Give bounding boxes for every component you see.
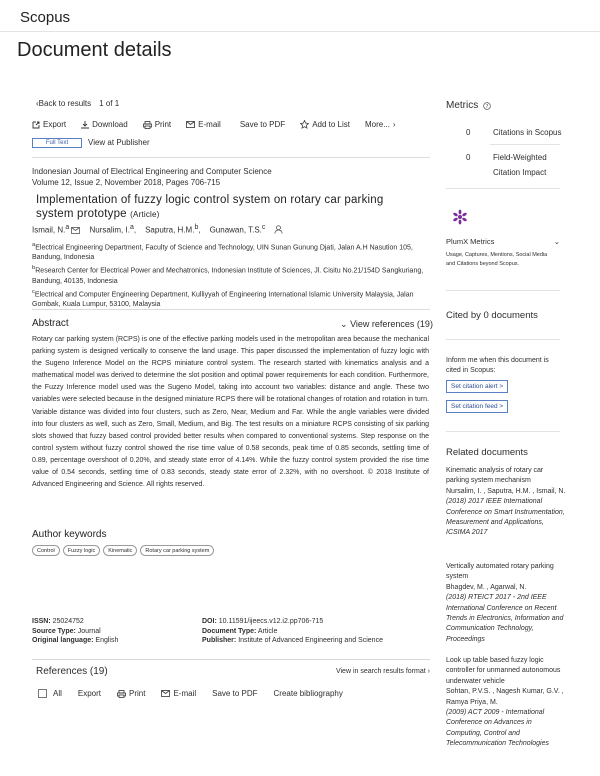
doi: DOI: 10.11591/ijeecs.v12.i2.pp706-715 bbox=[202, 618, 324, 625]
affiliations bbox=[32, 240, 427, 310]
plumx-logo-icon bbox=[452, 209, 468, 225]
divider bbox=[32, 659, 430, 660]
references-save-pdf-button[interactable]: Save to PDF bbox=[212, 689, 258, 699]
export-button[interactable]: Export bbox=[32, 120, 66, 129]
references-heading: References (19) bbox=[36, 666, 108, 677]
email-icon bbox=[71, 227, 80, 234]
references-toolbar bbox=[38, 689, 343, 698]
author-link[interactable]: Gunawan, T.S.$^c$ bbox=[209, 224, 266, 235]
back-nav bbox=[36, 99, 119, 108]
author-link[interactable]: Saputra, H.M.$^b$, bbox=[145, 224, 201, 235]
author-link[interactable]: Ismail, N.$^a$ bbox=[32, 224, 80, 235]
more-menu-button[interactable]: More... › bbox=[365, 120, 396, 129]
related-document-item bbox=[446, 656, 566, 750]
chevron-right-icon: › bbox=[392, 120, 396, 129]
export-icon bbox=[32, 121, 40, 129]
select-all-checkbox[interactable]: All bbox=[38, 689, 62, 698]
source-type: Source Type: Journal bbox=[32, 627, 101, 635]
cited-by-heading: Cited by 0 documents bbox=[446, 310, 538, 321]
divider bbox=[32, 309, 430, 310]
keyword-chip[interactable]: Fuzzy logic bbox=[63, 545, 101, 556]
related-document-source: (2009) ACT 2009 - International Conference on Advances in Computing, Control and Telecommunication Technologies bbox=[446, 709, 549, 748]
citation-inform-text: Inform me when this document is cited in Scopus: bbox=[446, 357, 549, 374]
scopus-logo[interactable]: Scopus bbox=[20, 9, 71, 26]
affiliation-item: $^b$Research Center for Electrical Power and Mechatronics, Indonesian Institute of Sciences, Jl. Cisitu No.21/154D Sangkuriang, Bandung, 40135, Indonesia bbox=[32, 265, 424, 285]
author-link[interactable]: Nursalim, I.$^a$, bbox=[89, 224, 137, 235]
email-button[interactable]: E-mail bbox=[186, 120, 221, 129]
email-icon bbox=[186, 121, 195, 128]
chevron-down-icon: ⌄ bbox=[553, 237, 560, 246]
full-text-button[interactable]: Full Text bbox=[32, 138, 82, 148]
plumx-description: Usage, Captures, Mentions, Social Media and Citations beyond Scopus. bbox=[446, 252, 548, 267]
related-document-title[interactable]: Kinematic analysis of rotary car parking system mechanism bbox=[446, 467, 544, 485]
star-icon bbox=[300, 120, 309, 129]
abstract-text: Rotary car parking system (RCPS) is one of the effective parking models used in the metropolitan area because the mechanical parking system is designed vertically to conserve the land usage. This paper discussed the implementation of fuzzy logic with the Sugeno Inference Model on the RCPS miniature control system. The research started with kinematics analysis and a mathematical model was derived to determine the slot position and optimal power requirements for each condition. Furthermore, the Fuzzy Inference model used was the Sugeno Model, taking into account two variables: distance and angle. These two variables were selected because in the designed miniature RCPS there will be rotational changes of rotation and rotation in turn. Variable distance was divided into four clusters, such as Zero, Near, Medium and Far. While the angle variables were divided into four clusters as well, such as Zero, Small, Medium, and Big. The test results on a miniature RCPS consisting of six parking slots showed that fuzzy based control provided better results when compared to conventional systems. Step response on the control system without fuzzy control showed the rise time value of 0.58 seconds, peak time of 0.85 seconds, settling time of 0.89, percentage overshoot of 0.20%, and steady state error of 4.14%. While the fuzzy control system provided the rise time value of 0.54 seconds, settling time of 0.83 seconds, steady state error of 2.32%, with no overshoot. © 2018 Institute of Advanced Engineering and Science. All rights reserved. bbox=[32, 336, 429, 489]
affiliation-item: $^a$Electrical Engineering Department, Faculty of Science and Technology, UIN Sunan Gunung Djati, Jalan A.H Nasution 105, Bandung, Indonesia bbox=[32, 242, 413, 262]
back-to-results-link[interactable]: ‹Back to results bbox=[36, 99, 92, 108]
related-document-title[interactable]: Vertically automated rotary parking system bbox=[446, 563, 554, 581]
article-title bbox=[36, 193, 416, 222]
header-divider bbox=[0, 31, 600, 32]
download-button[interactable]: Download bbox=[81, 120, 128, 129]
view-references-link[interactable]: ⌄ View references (19) bbox=[340, 319, 433, 329]
publisher: Publisher: Institute of Advanced Engineering and Science bbox=[202, 637, 383, 644]
print-icon bbox=[117, 690, 126, 698]
document-type: Document Type: Article bbox=[202, 627, 278, 635]
add-to-list-button[interactable]: Add to List bbox=[300, 120, 350, 129]
result-pager: 1 of 1 bbox=[99, 99, 120, 108]
email-icon bbox=[161, 690, 170, 697]
print-icon bbox=[143, 121, 152, 129]
view-at-publisher-link[interactable]: View at Publisher bbox=[88, 138, 150, 147]
related-document-authors: Sohtan, P.V.S. , Nagesh Kumar, G.V. , Ramya Priya, M. bbox=[446, 688, 564, 706]
abstract-heading: Abstract bbox=[32, 318, 69, 329]
chevron-down-icon: ⌄ bbox=[340, 319, 348, 329]
original-language: Original language: English bbox=[32, 637, 119, 644]
related-documents-heading: Related documents bbox=[446, 447, 528, 458]
save-to-pdf-button[interactable]: Save to PDF bbox=[239, 120, 286, 129]
journal-link[interactable]: Indonesian Journal of Electrical Engineering and Computer Science bbox=[32, 167, 272, 176]
volume-info: Volume 12, Issue 2, November 2018, Pages 706-715 bbox=[32, 178, 221, 187]
download-icon bbox=[81, 121, 89, 129]
article-title-text: Implementation of fuzzy logic control system on rotary car parking system prototype bbox=[36, 194, 384, 220]
metric-citations: 0 Citations in Scopus bbox=[466, 128, 562, 137]
page-title: Document details bbox=[17, 39, 172, 61]
related-document-item bbox=[446, 466, 566, 539]
issn: ISSN: 25024752 bbox=[32, 618, 84, 625]
related-document-source: (2018) 2017 IEEE International Conference on Smart Instrumentation, Measurement and Applications, ICSIMA 2017 bbox=[446, 498, 565, 537]
references-email-button[interactable]: E-mail bbox=[161, 689, 196, 698]
create-bibliography-button[interactable]: Create bibliography bbox=[273, 689, 343, 699]
divider bbox=[446, 290, 560, 291]
chevron-right-icon: › bbox=[427, 668, 430, 675]
metrics-heading: Metrics ? bbox=[446, 100, 491, 111]
divider bbox=[446, 188, 560, 189]
divider bbox=[446, 431, 560, 432]
references-print-button[interactable]: Print bbox=[117, 689, 145, 698]
related-document-title[interactable]: Look up table based fuzzy logic controller for unmanned autonomous underwater vehicle bbox=[446, 657, 561, 685]
metric-fwci: 0 Field-Weighted Citation Impact bbox=[466, 153, 547, 177]
related-document-item bbox=[446, 562, 566, 645]
svg-text:?: ? bbox=[485, 103, 489, 110]
keyword-chip[interactable]: Kinematic bbox=[103, 545, 137, 556]
person-icon bbox=[274, 225, 283, 234]
document-toolbar bbox=[32, 120, 396, 129]
related-document-authors: Bhagdev, M. , Agarwal, N. bbox=[446, 583, 527, 591]
related-document-source: (2018) RTEICT 2017 - 2nd IEEE International Conference on Recent Trends in Electronics, Information and Communication Technology, Proceedings bbox=[446, 594, 564, 643]
divider bbox=[490, 144, 560, 145]
references-export-button[interactable]: Export bbox=[77, 689, 102, 699]
affiliation-item: $^c$Electrical and Computer Engineering Department, Kulliyyah of Engineering International Islamic University Malaysia, Jalan Gombak, Kuala Lumpur, 53100, Malaysia bbox=[32, 288, 414, 308]
keyword-chip[interactable]: Rotary car parking system bbox=[140, 545, 214, 556]
set-citation-feed-button[interactable]: Set citation feed > bbox=[446, 400, 508, 413]
view-search-results-link[interactable]: View in search results format › bbox=[335, 668, 430, 675]
article-type: (Article) bbox=[130, 210, 160, 219]
divider bbox=[32, 157, 430, 158]
document-metadata bbox=[32, 617, 432, 646]
keyword-list bbox=[32, 545, 217, 556]
author-list bbox=[32, 224, 283, 235]
author-keywords-heading: Author keywords bbox=[32, 529, 107, 540]
related-document-authors: Nursalim, I. , Saputra, H.M. , Ismail, N. bbox=[446, 487, 566, 495]
plumx-metrics-toggle[interactable]: PlumX Metrics ⌄ bbox=[446, 237, 560, 246]
set-citation-alert-button[interactable]: Set citation alert > bbox=[446, 380, 508, 393]
source-info bbox=[32, 166, 272, 188]
print-button[interactable]: Print bbox=[143, 120, 171, 129]
divider bbox=[446, 339, 560, 340]
keyword-chip[interactable]: Control bbox=[32, 545, 60, 556]
help-icon bbox=[483, 102, 491, 110]
